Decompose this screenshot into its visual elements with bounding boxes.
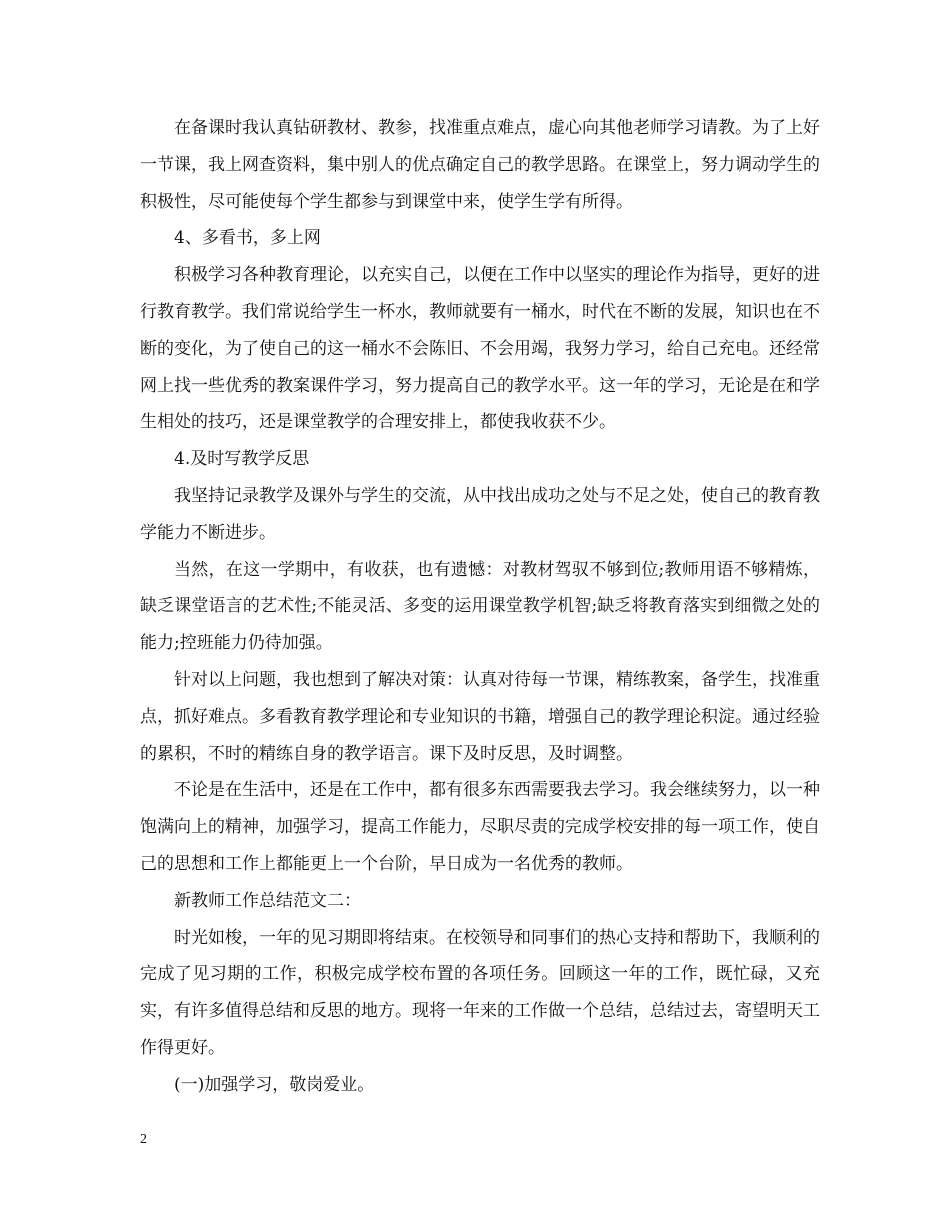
heading-teaching-reflection: 4.及时写教学反思 <box>174 449 310 470</box>
heading-sample-two: 新教师工作总结范文二： <box>174 890 361 911</box>
heading-read-more: 4、多看书，多上网 <box>174 228 321 249</box>
document-body <box>140 110 820 1104</box>
page-number: 2 <box>140 1132 147 1147</box>
paragraph-countermeasures: 针对以上问题，我也想到了解决对策：认真对待每一节课，精练教案，备学生，找准重点，抓好难点。多看教育教学理论和专业知识的书籍，增强自己的教学理论积淀。通过经验的累积，不时的精练自身的教学语言。课下及时反思，及时调整。 <box>140 669 820 764</box>
paragraph-continue-learning: 不论是在生活中，还是在工作中，都有很多东西需要我去学习。我会继续努力，以一种饱满向上的精神，加强学习，提高工作能力，尽职尽责的完成学校安排的每一项工作，使自己的思想和工作上都能更上一个台阶，早日成为一名优秀的教师。 <box>140 780 820 874</box>
paragraph-lesson-preparation: 在备课时我认真钻研教材、教参，找准重点难点，虚心向其他老师学习请教。为了上好一节课，我上网查资料，集中别人的优点确定自己的教学思路。在课堂上，努力调动学生的积极性，尽可能使每个学生都参与到课堂中来，使学生学有所得。 <box>140 118 820 212</box>
paragraph-study-theory: 积极学习各种教育理论，以充实自己，以便在工作中以坚实的理论作为指导，更好的进行教育教学。我们常说给学生一杯水，教师就要有一桶水，时代在不断的发展，知识也在不断的变化，为了使自己的这一桶水不会陈旧、不会用竭，我努力学习，给自己充电。还经常网上找一些优秀的教案课件学习，努力提高自己的教学水平。这一年的学习，无论是在和学生相处的技巧，还是课堂教学的合理安排上，都使我收获不少。 <box>140 265 820 433</box>
paragraph-probation-summary: 时光如梭，一年的见习期即将结束。在校领导和同事们的热心支持和帮助下，我顺利的完成了见习期的工作，积极完成学校布置的各项任务。回顾这一年的工作，既忙碌，又充实，有许多值得总结和反思的地方。现将一年来的工作做一个总结，总结过去，寄望明天工作得更好。 <box>140 927 820 1058</box>
heading-strengthen-learning: (一)加强学习，敬岗爱业。 <box>174 1074 375 1095</box>
paragraph-shortcomings: 当然，在这一学期中，有收获，也有遗憾：对教材驾驭不够到位;教师用语不够精炼，缺乏课堂语言的艺术性;不能灵活、多变的运用课堂教学机智;缺乏将教育落实到细微之处的能力;控班能力仍待加强。 <box>140 559 820 654</box>
paragraph-record-teaching: 我坚持记录教学及课外与学生的交流，从中找出成功之处与不足之处，使自己的教育教学能力不断进步。 <box>140 485 820 543</box>
